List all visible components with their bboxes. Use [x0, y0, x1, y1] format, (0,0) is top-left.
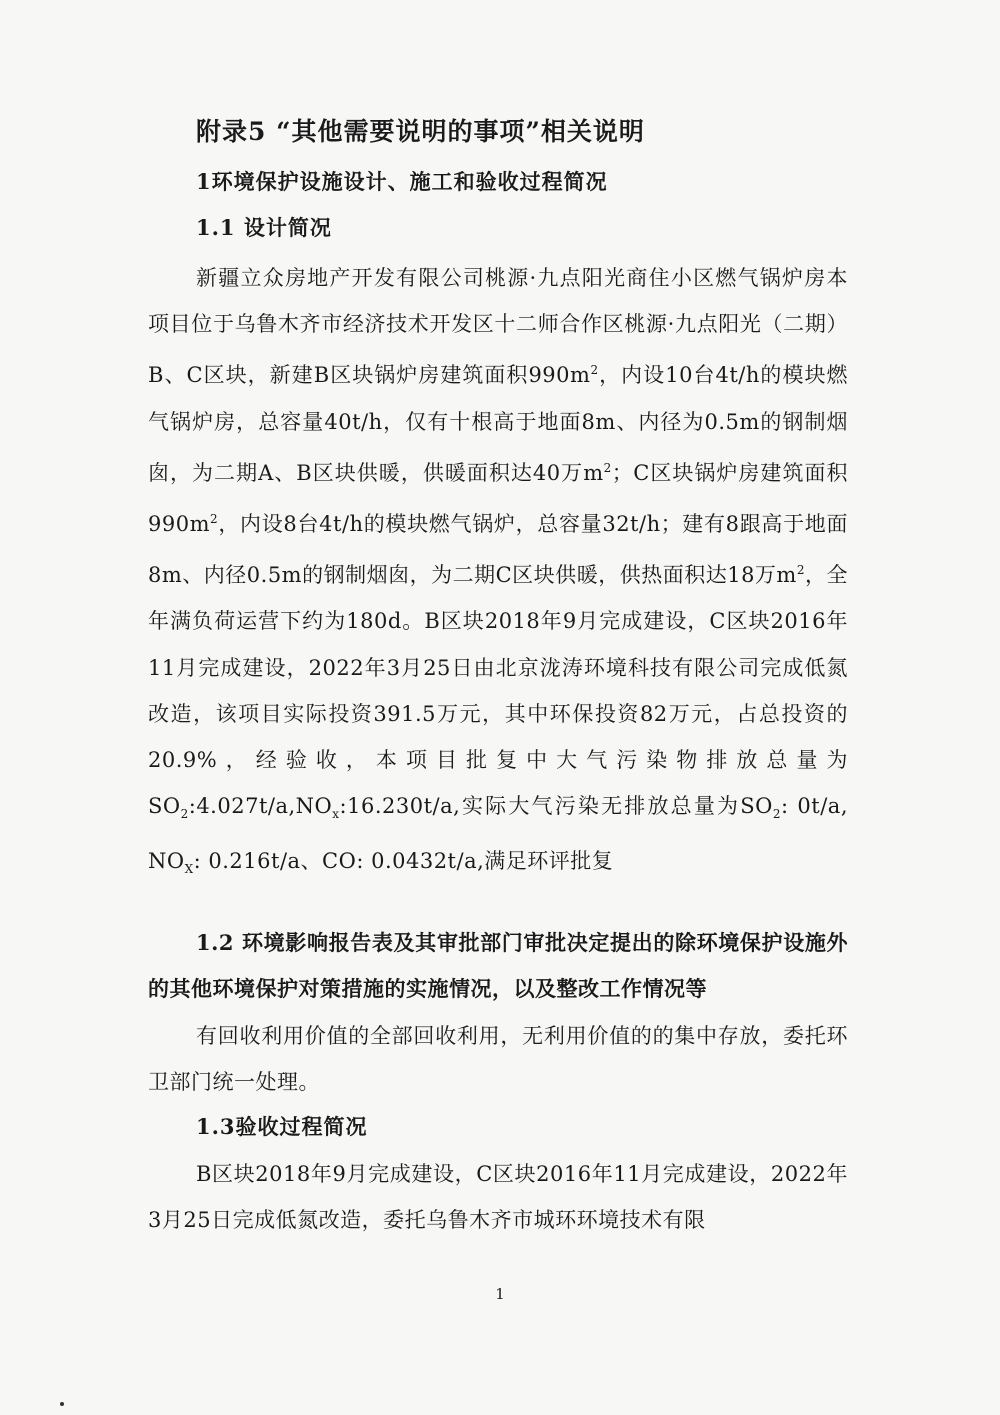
- paragraph-other-measures: 有回收利用价值的全部回收利用，无利用价值的的集中存放，委托环卫部门统一处理。: [148, 1024, 848, 1095]
- subscript: 2: [772, 807, 781, 822]
- section-heading-1: 1环境保护设施设计、施工和验收过程简况: [196, 169, 608, 194]
- section-heading-1-1: 1.1 设计简况: [196, 215, 332, 240]
- superscript: 2: [590, 363, 599, 378]
- page-number: 1: [495, 1285, 505, 1303]
- section-heading-1-3: 1.3验收过程简况: [196, 1114, 368, 1139]
- text-run: ，内设10台4t/h的模块燃气锅炉房，总容量40t/h，仅有十根高于地面8m、内径为0.5m的钢制烟囱，为二期A、B区块供暖，供暖面积达40万m: [148, 363, 848, 485]
- section-heading-1-2: 1.2 环境影响报告表及其审批部门审批决定提出的除环境保护设施外的其他环境保护对策措施的实施情况，以及整改工作情况等: [148, 930, 848, 1002]
- paragraph-acceptance-process: B区块2018年9月完成建设，C区块2016年11月完成建设，2022年3月25日完成低氮改造，委托乌鲁木齐市城环环境技术有限: [148, 1162, 848, 1233]
- text-run: ，内设8台4t/h的模块燃气锅炉，总容量32t/h；建有8跟高于地面8m、内径0.5m的钢制烟囱，为二期C区块供暖，供热面积达18万m: [148, 512, 848, 588]
- subscript: 2: [180, 807, 189, 822]
- document-title: 附录5 “其他需要说明的事项”相关说明: [196, 117, 645, 146]
- text-run: ；C区块锅炉房建筑面积990m: [148, 460, 848, 537]
- paragraph-design-overview: [148, 255, 848, 892]
- text-run: ，全年满负荷运营下约为180d。B区块2018年9月完成建设，C区块2016年11月完成建设，2022年3月25日由北京泷涛环境科技有限公司完成低氮改造，该项目实际投资391.5万元，其中环保投资82万元，占总投资的20.9%，经验收，本项目批复中大气污染物排放总量为SO: [148, 563, 848, 819]
- superscript: 2: [210, 512, 219, 527]
- superscript: 2: [603, 460, 612, 475]
- text-run: : 0t/a, NO: [148, 794, 848, 873]
- text-run: 新疆立众房地产开发有限公司桃源·九点阳光商住小区燃气锅炉房本项目位于乌鲁木齐市经济技术开发区十二师合作区桃源·九点阳光（二期）B、C区块，新建B区块锅炉房建筑面积990m: [148, 266, 848, 388]
- text-run: : 0.216t/a、CO: 0.0432t/a,满足环评批复: [193, 848, 614, 873]
- text-run: :16.230t/a,实际大气污染无排放总量为SO: [339, 794, 773, 819]
- superscript: 2: [796, 563, 805, 578]
- scan-speck: [60, 1402, 64, 1406]
- subscript: X: [184, 861, 194, 876]
- subscript: x: [332, 807, 340, 822]
- text-run: :4.027t/a,NO: [188, 794, 333, 819]
